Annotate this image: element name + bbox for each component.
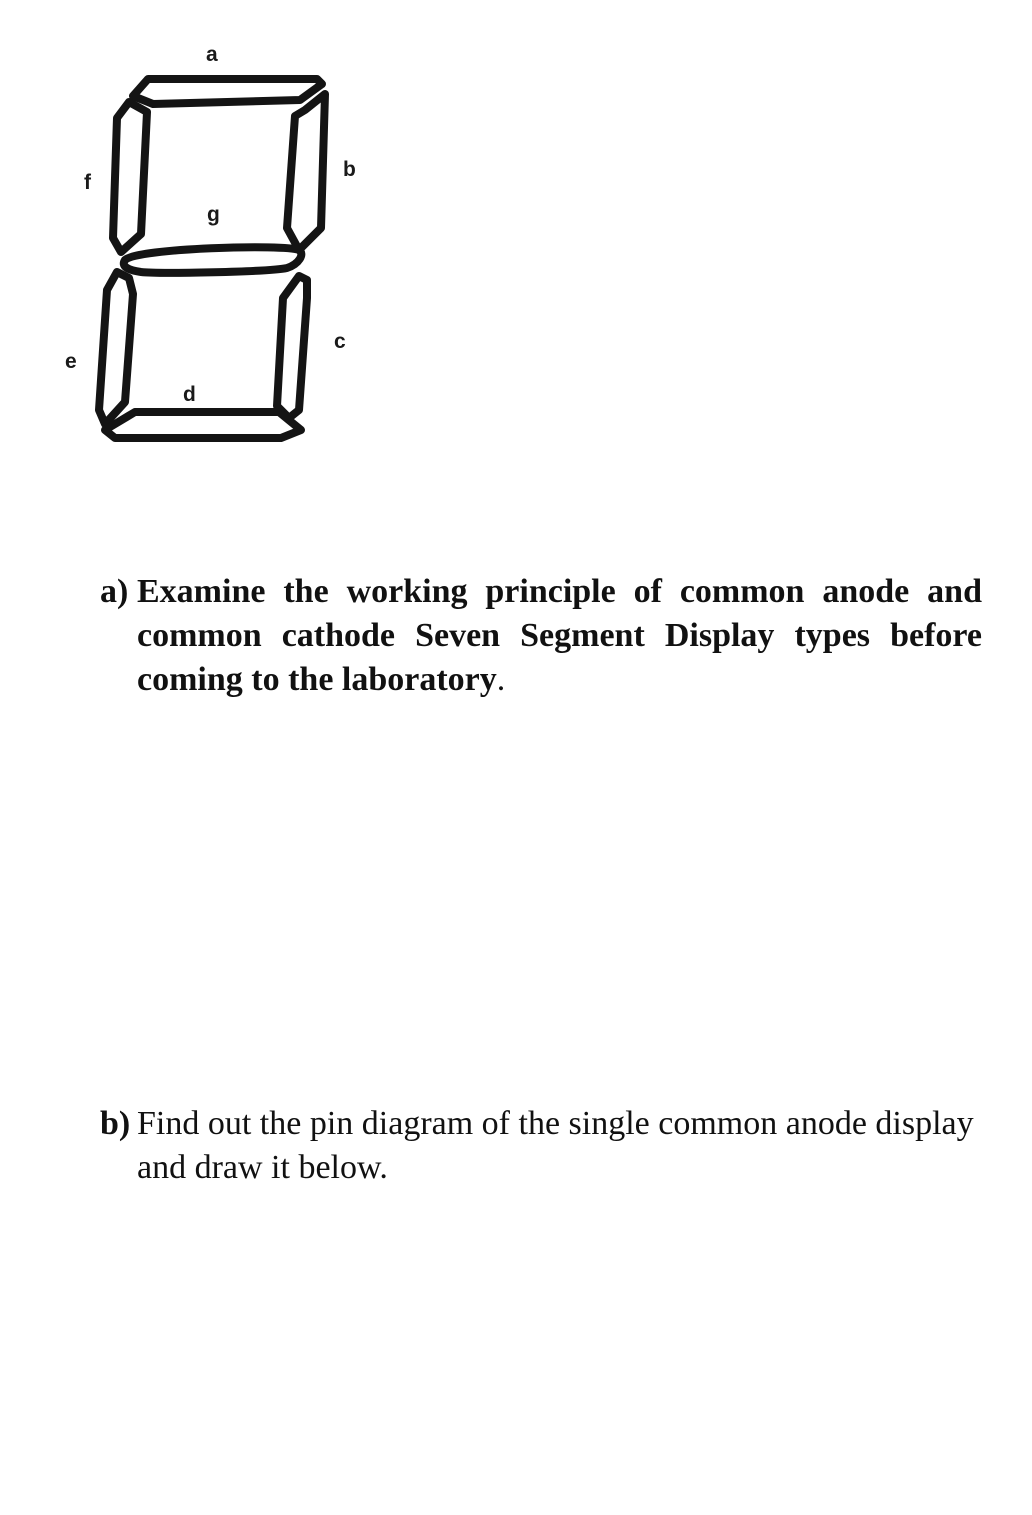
segment-label-c: c — [334, 330, 346, 353]
segment-f — [113, 102, 147, 252]
segment-b — [287, 94, 325, 250]
segment-label-g: g — [207, 203, 220, 226]
seven-segment-figure — [55, 28, 385, 458]
question-b-marker: b) — [100, 1105, 131, 1142]
question-a — [100, 570, 982, 702]
segment-g — [124, 247, 302, 273]
segment-label-a: a — [206, 43, 218, 66]
question-a-period: . — [496, 661, 506, 698]
segment-d — [105, 412, 301, 438]
question-a-line-3 — [100, 658, 982, 702]
seven-segment-drawing — [55, 28, 385, 458]
question-b-line-2: and draw it below. — [137, 1149, 388, 1186]
question-a-text-3: coming to the laboratory — [137, 661, 497, 698]
segment-label-d: d — [183, 383, 196, 406]
segment-label-b: b — [343, 158, 356, 181]
segment-a — [133, 79, 322, 104]
segment-c — [277, 276, 307, 418]
question-a-marker: a) — [100, 573, 129, 610]
question-a-line-2: common cathode Seven Segment Display types before — [137, 617, 982, 654]
question-a-text-1: Examine the working principle of common anode and — [137, 573, 982, 610]
question-b — [100, 1102, 982, 1190]
segment-label-e: e — [65, 350, 77, 373]
segment-label-f: f — [84, 171, 91, 194]
question-b-line-1 — [100, 1102, 982, 1146]
question-a-line-1 — [100, 570, 982, 614]
question-b-text-1: Find out the pin diagram of the single common anode display — [137, 1105, 974, 1142]
segment-e — [99, 272, 133, 424]
